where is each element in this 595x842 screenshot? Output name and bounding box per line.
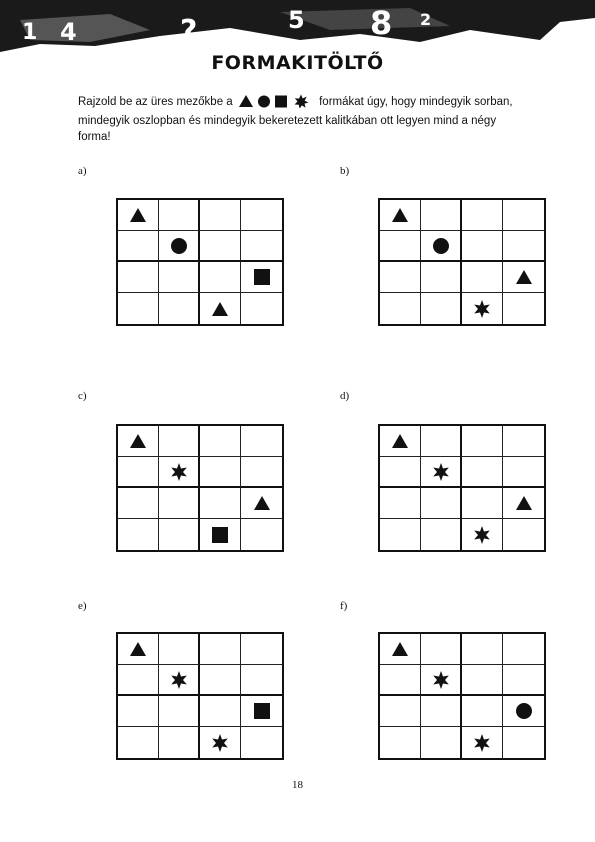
grid-cell — [118, 426, 159, 457]
square-icon — [252, 267, 272, 287]
star-icon — [472, 733, 492, 753]
grid-cell — [462, 727, 503, 758]
puzzle-label: d) — [340, 390, 350, 402]
grid-cell — [241, 262, 282, 293]
grid-cell[interactable] — [503, 665, 544, 696]
grid-cell — [462, 293, 503, 324]
grid-cell[interactable] — [241, 293, 282, 324]
star-icon — [169, 462, 189, 482]
grid-cell — [241, 488, 282, 519]
page-title: FORMAKITÖLTŐ — [211, 52, 384, 74]
grid-cell[interactable] — [380, 262, 421, 293]
grid-cell[interactable] — [200, 696, 241, 727]
square-icon — [210, 525, 230, 545]
square-icon — [275, 96, 287, 108]
grid-cell — [200, 293, 241, 324]
circle-icon — [431, 236, 451, 256]
grid-cell[interactable] — [380, 696, 421, 727]
grid-cell[interactable] — [503, 200, 544, 231]
puzzle-grid-b — [378, 198, 546, 326]
grid-cell[interactable] — [421, 426, 462, 457]
grid-cell[interactable] — [200, 457, 241, 488]
circle-icon — [514, 701, 534, 721]
grid-cell[interactable] — [200, 488, 241, 519]
puzzle-label: c) — [78, 390, 87, 402]
puzzle-label: f) — [340, 600, 348, 612]
grid-cell[interactable] — [159, 426, 200, 457]
puzzle-label: a) — [78, 165, 87, 177]
grid-cell[interactable] — [200, 231, 241, 262]
triangle-icon — [239, 95, 253, 107]
grid-cell[interactable] — [118, 727, 159, 758]
triangle-icon — [252, 493, 272, 513]
grid-cell[interactable] — [421, 727, 462, 758]
triangle-icon — [390, 205, 410, 225]
grid-cell — [380, 634, 421, 665]
circle-icon — [258, 96, 270, 108]
triangle-icon — [128, 205, 148, 225]
puzzle-grid-c — [116, 424, 284, 552]
grid-cell[interactable] — [503, 293, 544, 324]
triangle-icon — [514, 493, 534, 513]
grid-cell — [380, 426, 421, 457]
grid-cell[interactable] — [462, 696, 503, 727]
grid-cell[interactable] — [462, 634, 503, 665]
triangle-icon — [128, 639, 148, 659]
grid-cell[interactable] — [421, 696, 462, 727]
grid-cell[interactable] — [380, 665, 421, 696]
grid-cell[interactable] — [118, 488, 159, 519]
grid-cell[interactable] — [503, 519, 544, 550]
grid-cell[interactable] — [503, 426, 544, 457]
triangle-icon — [128, 431, 148, 451]
grid-cell — [159, 457, 200, 488]
square-icon — [252, 701, 272, 721]
star-icon — [295, 95, 309, 109]
instructions-text-start: Rajzold be az üres mezőkbe a — [78, 96, 233, 108]
page-number: 18 — [292, 779, 303, 791]
grid-cell — [421, 231, 462, 262]
grid-cell[interactable] — [421, 293, 462, 324]
grid-cell[interactable] — [241, 665, 282, 696]
triangle-icon — [514, 267, 534, 287]
grid-cell[interactable] — [118, 519, 159, 550]
star-icon — [472, 525, 492, 545]
grid-cell[interactable] — [380, 231, 421, 262]
grid-cell[interactable] — [159, 293, 200, 324]
grid-cell[interactable] — [200, 634, 241, 665]
star-icon — [472, 299, 492, 319]
grid-cell[interactable] — [503, 727, 544, 758]
grid-cell[interactable] — [159, 488, 200, 519]
grid-cell[interactable] — [118, 262, 159, 293]
triangle-icon — [390, 639, 410, 659]
grid-cell — [503, 488, 544, 519]
grid-cell — [503, 262, 544, 293]
puzzle-label: b) — [340, 165, 350, 177]
grid-cell[interactable] — [503, 457, 544, 488]
grid-cell[interactable] — [159, 200, 200, 231]
grid-cell[interactable] — [241, 634, 282, 665]
grid-cell[interactable] — [241, 457, 282, 488]
grid-cell[interactable] — [118, 293, 159, 324]
grid-cell[interactable] — [421, 488, 462, 519]
grid-cell[interactable] — [159, 634, 200, 665]
grid-cell — [118, 634, 159, 665]
grid-cell[interactable] — [462, 426, 503, 457]
grid-cell[interactable] — [118, 457, 159, 488]
grid-cell[interactable] — [200, 200, 241, 231]
grid-cell[interactable] — [200, 665, 241, 696]
star-icon — [210, 733, 230, 753]
grid-cell[interactable] — [380, 488, 421, 519]
puzzle-label: e) — [78, 600, 87, 612]
grid-cell[interactable] — [380, 727, 421, 758]
grid-cell — [200, 727, 241, 758]
grid-cell[interactable] — [503, 231, 544, 262]
grid-cell[interactable] — [118, 696, 159, 727]
grid-cell[interactable] — [159, 262, 200, 293]
puzzle-grid-e — [116, 632, 284, 760]
instructions — [78, 94, 528, 145]
grid-cell[interactable] — [421, 634, 462, 665]
grid-cell — [159, 665, 200, 696]
grid-cell[interactable] — [421, 519, 462, 550]
star-icon — [169, 670, 189, 690]
grid-cell[interactable] — [380, 519, 421, 550]
grid-cell[interactable] — [421, 262, 462, 293]
puzzle-grid-d — [378, 424, 546, 552]
grid-cell[interactable] — [462, 665, 503, 696]
grid-cell[interactable] — [241, 519, 282, 550]
grid-cell — [503, 696, 544, 727]
grid-cell[interactable] — [462, 457, 503, 488]
grid-cell[interactable] — [462, 200, 503, 231]
shape-legend — [238, 94, 314, 113]
grid-cell[interactable] — [241, 426, 282, 457]
grid-cell[interactable] — [200, 262, 241, 293]
banner-digit: 4 — [60, 18, 77, 46]
grid-cell — [462, 519, 503, 550]
grid-cell — [159, 231, 200, 262]
circle-icon — [169, 236, 189, 256]
triangle-icon — [390, 431, 410, 451]
banner-digit: 5 — [288, 6, 305, 34]
grid-cell[interactable] — [462, 231, 503, 262]
banner-digit: 1 — [22, 20, 38, 45]
grid-cell[interactable] — [200, 426, 241, 457]
grid-cell[interactable] — [241, 200, 282, 231]
grid-cell[interactable] — [159, 727, 200, 758]
grid-cell[interactable] — [159, 696, 200, 727]
grid-cell[interactable] — [380, 293, 421, 324]
grid-cell[interactable] — [118, 665, 159, 696]
star-icon — [431, 462, 451, 482]
grid-cell[interactable] — [421, 200, 462, 231]
grid-cell[interactable] — [159, 519, 200, 550]
instructions-text-end: formákat úgy, hogy mindegyik sorban, mindegyik oszlopban és mindegyik bekeretezett kalitkában ott legyen mind a négy forma! — [78, 96, 513, 143]
banner-digit: 8 — [370, 4, 393, 42]
grid-cell — [380, 200, 421, 231]
grid-cell — [241, 696, 282, 727]
grid-cell — [421, 457, 462, 488]
banner-digit: 2 — [420, 10, 432, 29]
grid-cell[interactable] — [462, 262, 503, 293]
grid-cell[interactable] — [503, 634, 544, 665]
triangle-icon — [210, 299, 230, 319]
grid-cell[interactable] — [241, 231, 282, 262]
grid-cell — [421, 665, 462, 696]
grid-cell — [118, 200, 159, 231]
grid-cell[interactable] — [380, 457, 421, 488]
star-icon — [431, 670, 451, 690]
banner-digit: ? — [180, 14, 198, 49]
grid-cell[interactable] — [118, 231, 159, 262]
puzzle-grid-a — [116, 198, 284, 326]
grid-cell[interactable] — [241, 727, 282, 758]
puzzle-grid-f — [378, 632, 546, 760]
grid-cell — [200, 519, 241, 550]
grid-cell[interactable] — [462, 488, 503, 519]
